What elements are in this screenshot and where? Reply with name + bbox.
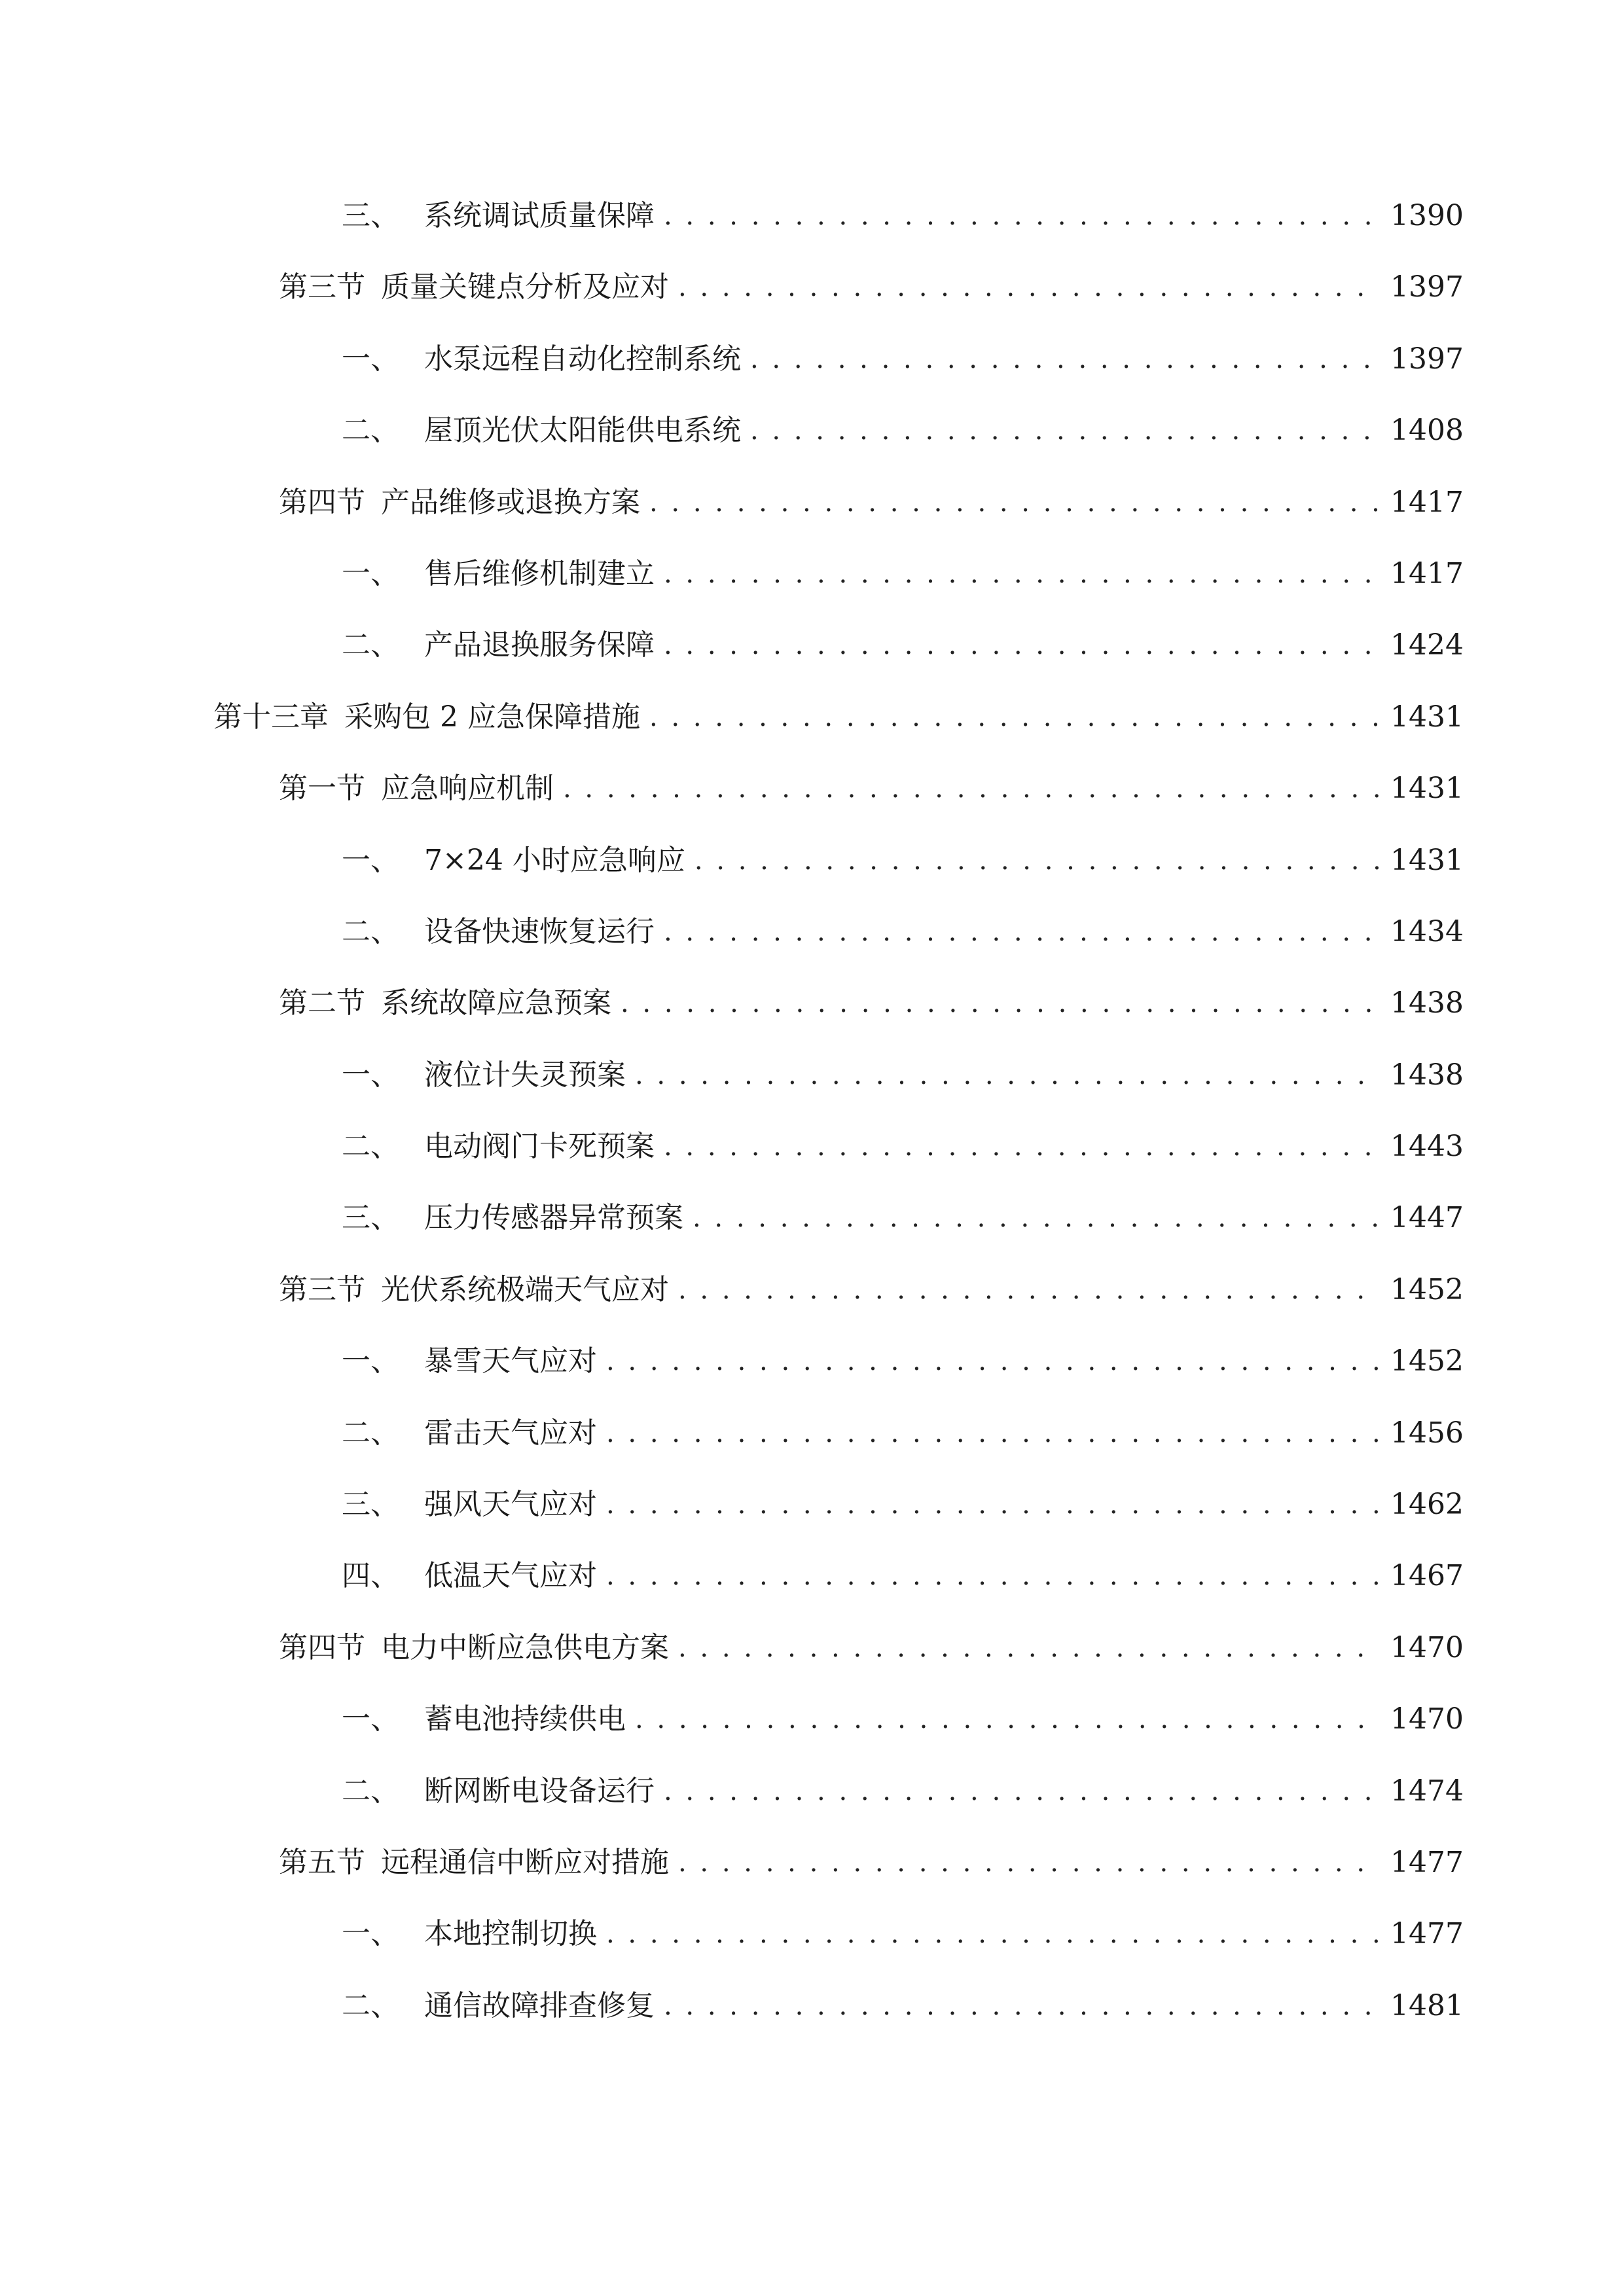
toc-row [0,190,1624,261]
toc-entry-page-number: 1462 [1390,1488,1464,1522]
toc-entry-page-number: 1417 [1390,556,1464,590]
toc-entry-page-number: 1474 [1390,1774,1464,1808]
dot-leader [695,834,1379,887]
toc-entry-number: 第四节 [279,485,365,519]
dot-leader [606,1550,1379,1602]
dot-leader [621,977,1379,1030]
toc-entry-page-number: 1431 [1390,843,1464,877]
toc-entry-page-number: 1447 [1390,1201,1464,1235]
toc-entry-title: 应急响应机制 [381,772,554,806]
toc-entry-link[interactable] [213,691,1464,744]
toc-entry-title: 本地控制切换 [424,1917,597,1951]
dot-leader [664,1121,1379,1173]
toc-entry-title: 屋顶光伏太阳能供电系统 [424,414,741,448]
toc-row [0,1192,1624,1263]
toc-entry-page-number: 1443 [1390,1130,1464,1164]
toc-entry-link[interactable] [279,1837,1464,1889]
toc-entry-number: 一、 [342,843,399,877]
toc-entry-number: 一、 [342,342,399,376]
toc-entry-title: 电力中断应急供电方案 [381,1630,669,1664]
toc-row [0,906,1624,977]
toc-entry-title: 系统故障应急预案 [381,986,611,1020]
toc-entry-page-number: 1452 [1390,1344,1464,1378]
toc-entry-number: 一、 [342,1058,399,1092]
toc-entry-number: 三、 [342,1201,399,1235]
toc-row [0,1407,1624,1479]
toc-entry-number: 三、 [342,1488,399,1522]
toc-row [0,619,1624,691]
dot-leader [678,1622,1379,1674]
toc-entry-title: 暴雪天气应对 [424,1344,597,1378]
toc-entry-title: 远程通信中断应对措施 [381,1845,669,1879]
toc-entry-title: 低温天气应对 [424,1559,597,1593]
toc-entry-number: 第三节 [279,270,365,304]
dot-leader [664,190,1379,242]
toc-entry-number: 第二节 [279,986,365,1020]
toc-entry-page-number: 1397 [1390,270,1464,304]
toc-entry-number: 一、 [342,556,399,590]
toc-row [0,1049,1624,1121]
toc-entry-title: 售后维修机制建立 [424,556,655,590]
toc-entry-number: 二、 [342,1130,399,1164]
toc-entry-link[interactable] [342,1479,1464,1531]
toc-entry-title: 产品维修或退换方案 [381,485,640,519]
toc-entry-number: 第一节 [279,772,365,806]
toc-entry-link[interactable] [342,1407,1464,1460]
toc-entry-page-number: 1438 [1390,986,1464,1020]
dot-leader [664,619,1379,672]
dot-leader [606,1335,1379,1388]
toc-entry-link[interactable] [342,1049,1464,1102]
toc-entry-title: 通信故障排查修复 [424,1988,655,2022]
toc-entry-page-number: 1477 [1390,1845,1464,1879]
toc-entry-page-number: 1390 [1390,199,1464,232]
toc-entry-page-number: 1417 [1390,485,1464,519]
toc-entry-link[interactable] [342,404,1464,457]
toc-row [0,333,1624,404]
table-of-contents [0,190,1624,2051]
toc-entry-page-number: 1397 [1390,342,1464,376]
dot-leader [606,1479,1379,1531]
toc-row [0,1837,1624,1908]
toc-entry-number: 二、 [342,414,399,448]
toc-entry-link[interactable] [342,1980,1464,2032]
toc-entry-link[interactable] [342,333,1464,386]
toc-entry-number: 三、 [342,199,399,232]
toc-entry-title: 7×24 小时应急响应 [424,843,685,877]
toc-entry-link[interactable] [342,906,1464,958]
toc-entry-number: 一、 [342,1702,399,1736]
toc-entry-link[interactable] [279,261,1464,314]
toc-entry-page-number: 1470 [1390,1630,1464,1664]
dot-leader [664,1980,1379,2032]
toc-entry-page-number: 1438 [1390,1058,1464,1092]
toc-entry-title: 产品退换服务保障 [424,628,655,662]
toc-entry-title: 水泵远程自动化控制系统 [424,342,741,376]
toc-entry-link[interactable] [342,834,1464,887]
toc-row [0,476,1624,548]
toc-entry-title: 蓄电池持续供电 [424,1702,626,1736]
toc-entry-page-number: 1434 [1390,914,1464,948]
dot-leader [649,691,1379,744]
toc-row [0,762,1624,834]
dot-leader [664,1765,1379,1818]
toc-entry-title: 液位计失灵预案 [424,1058,626,1092]
dot-leader [678,1264,1379,1316]
toc-entry-title: 压力传感器异常预案 [424,1201,683,1235]
toc-row [0,1908,1624,1979]
toc-row [0,1622,1624,1693]
dot-leader [664,548,1379,600]
toc-entry-title: 系统调试质量保障 [424,199,655,232]
toc-entry-page-number: 1481 [1390,1988,1464,2022]
toc-row [0,1335,1624,1407]
toc-entry-number: 第三节 [279,1272,365,1306]
dot-leader [606,1908,1379,1960]
toc-entry-page-number: 1431 [1390,772,1464,806]
dot-leader [635,1693,1379,1746]
toc-entry-number: 第十三章 [213,700,329,734]
dot-leader [664,906,1379,958]
toc-row [0,1693,1624,1765]
toc-row [0,834,1624,906]
toc-row [0,1980,1624,2051]
dot-leader [750,404,1379,457]
toc-entry-number: 二、 [342,1416,399,1450]
toc-entry-link[interactable] [342,619,1464,672]
toc-entry-page-number: 1424 [1390,628,1464,662]
dot-leader [635,1049,1379,1102]
toc-row [0,1121,1624,1192]
toc-entry-page-number: 1452 [1390,1272,1464,1306]
dot-leader [678,261,1379,314]
toc-row [0,1765,1624,1837]
dot-leader [678,1837,1379,1889]
toc-entry-title: 强风天气应对 [424,1488,597,1522]
toc-entry-link[interactable] [342,190,1464,242]
toc-entry-page-number: 1408 [1390,414,1464,448]
toc-entry-page-number: 1456 [1390,1416,1464,1450]
toc-entry-title: 雷击天气应对 [424,1416,597,1450]
toc-entry-number: 二、 [342,1988,399,2022]
toc-entry-page-number: 1467 [1390,1559,1464,1593]
toc-row [0,404,1624,476]
toc-entry-number: 第四节 [279,1630,365,1664]
dot-leader [563,762,1379,815]
toc-entry-page-number: 1470 [1390,1702,1464,1736]
toc-entry-link[interactable] [342,1550,1464,1602]
toc-entry-link[interactable] [279,762,1464,815]
toc-row [0,548,1624,619]
toc-entry-number: 四、 [342,1559,399,1593]
toc-entry-number: 二、 [342,628,399,662]
toc-entry-title: 采购包 2 应急保障措施 [344,700,640,734]
dot-leader [606,1407,1379,1460]
toc-entry-number: 第五节 [279,1845,365,1879]
toc-entry-number: 一、 [342,1344,399,1378]
dot-leader [750,333,1379,386]
toc-entry-number: 二、 [342,1774,399,1808]
toc-entry-title: 断网断电设备运行 [424,1774,655,1808]
toc-row [0,977,1624,1049]
toc-entry-page-number: 1431 [1390,700,1464,734]
dot-leader [649,476,1379,529]
toc-row [0,1550,1624,1621]
toc-entry-link[interactable] [342,1335,1464,1388]
toc-entry-page-number: 1477 [1390,1917,1464,1951]
toc-entry-link[interactable] [279,1264,1464,1316]
toc-entry-link[interactable] [342,1121,1464,1173]
toc-entry-link[interactable] [342,1693,1464,1746]
toc-entry-title: 电动阀门卡死预案 [424,1130,655,1164]
toc-entry-link[interactable] [342,1192,1464,1244]
toc-entry-number: 一、 [342,1917,399,1951]
toc-row [0,1479,1624,1550]
dot-leader [693,1192,1379,1244]
toc-entry-link[interactable] [279,977,1464,1030]
toc-entry-title: 质量关键点分析及应对 [381,270,669,304]
toc-entry-title: 设备快速恢复运行 [424,914,655,948]
toc-entry-number: 二、 [342,914,399,948]
toc-entry-link[interactable] [342,1908,1464,1960]
toc-row [0,1264,1624,1335]
toc-entry-link[interactable] [342,548,1464,600]
toc-row [0,691,1624,762]
toc-entry-link[interactable] [279,476,1464,529]
toc-entry-link[interactable] [342,1765,1464,1818]
toc-row [0,261,1624,332]
toc-entry-link[interactable] [279,1622,1464,1674]
toc-entry-title: 光伏系统极端天气应对 [381,1272,669,1306]
